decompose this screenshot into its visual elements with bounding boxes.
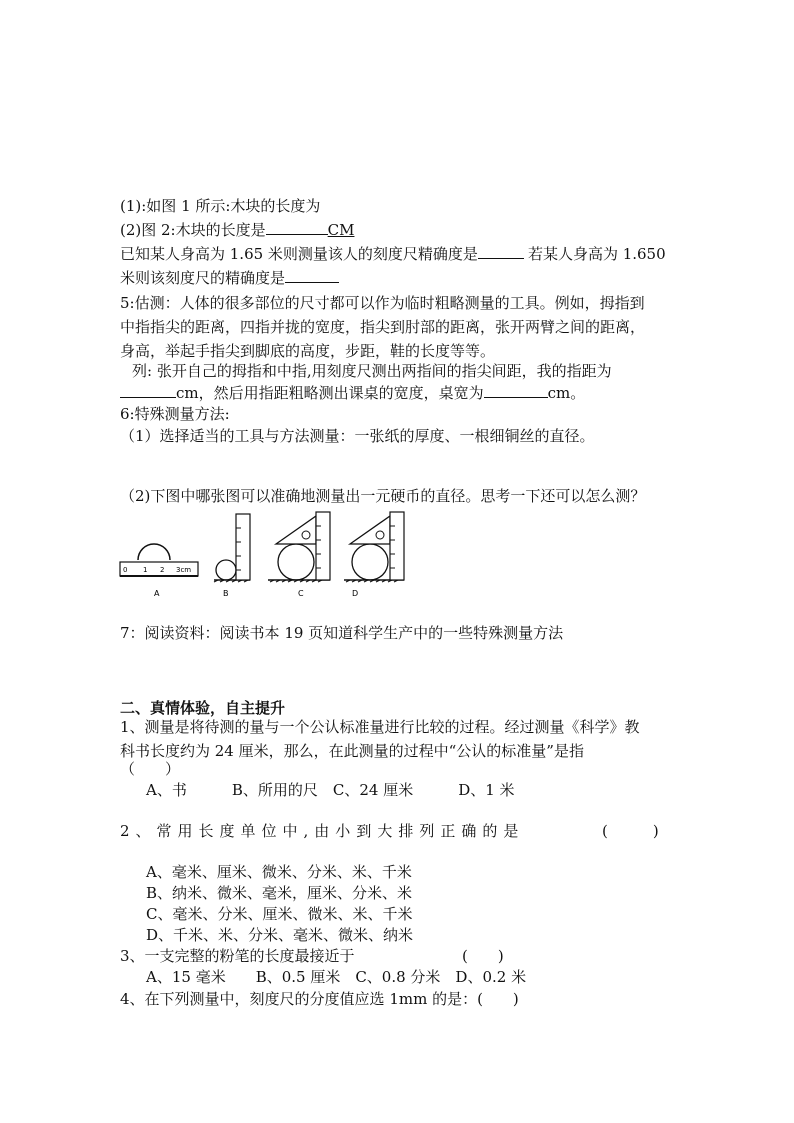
tick-1: 1 [143,566,148,574]
q2-option-a: A、毫米、厘米、微米、分米、米、千米 [146,863,412,881]
line-2-text: (2)图 2:木块的长度是 [120,221,266,239]
q2-paren[interactable]: ( ) [602,822,659,840]
label-b: B [223,589,229,598]
q1-line-2: 科书长度约为 24 厘米，那么，在此测量的过程中“公认的标准量”是指 [120,742,584,760]
tick-2: 2 [160,566,165,574]
line-6: 中指指尖的距离，四指并拢的宽度，指尖到肘部的距离，张开两臂之间的距离， [120,318,646,336]
figure-d [344,512,404,598]
q2-option-b: B、纳米、微米、毫米，厘米、分米、米 [146,884,413,902]
line-5: 5:估测：人体的很多部位的尺寸都可以作为临时粗略测量的工具。例如，拇指到 [120,294,645,312]
answer-blank[interactable] [266,220,328,235]
figure-a [120,544,198,598]
ruler-c [316,512,330,580]
coin-c [278,544,314,580]
coin-a-arc [138,544,170,560]
line-4-text: 米则该刻度尺的精确度是 [120,269,286,287]
answer-blank[interactable] [285,268,339,283]
q2-option-c: C、毫米、分米、厘米、微米、米、千米 [146,905,413,923]
coin-b [216,560,236,580]
q2-line [120,821,524,841]
q4-line: 4、在下列测量中，刻度尺的分度值应选 1mm 的是：( ) [120,990,519,1008]
label-a: A [154,589,160,598]
line-10: 6:特殊测量方法: [120,405,230,423]
line-3 [120,244,666,264]
line-11: （1）选择适当的工具与方法测量：一张纸的厚度、一根细铜丝的直径。 [120,427,595,445]
line-12: （2)下图中哪张图可以准确地测量出一元硬币的直径。思考一下还可以怎么测？ [120,487,646,505]
triangle-c [276,516,316,544]
line-8: 列: 张开自己的拇指和中指,用刻度尺测出两指间的指尖间距，我的指距为 [132,362,612,380]
line-3-text: 已知某人身高为 1.65 米则测量该人的刻度尺精确度是 [120,245,478,263]
line-9-text: cm，然后用指距粗略测出课桌的宽度，桌宽为 [176,384,484,402]
q1-options: A、书 B、所用的尺 C、24 厘米 D、1 米 [146,781,515,799]
q3-paren[interactable]: ( ) [462,947,504,965]
answer-blank[interactable] [484,383,548,398]
tick-0: 0 [123,566,128,574]
line-7: 身高，举起手指尖到脚底的高度，步距，鞋的长度等等。 [120,342,496,360]
line-4 [120,268,339,288]
label-c: C [298,589,304,598]
unit-cm: CM [327,221,355,239]
line-9 [120,383,585,403]
q1-paren[interactable]: （ ） [120,760,181,778]
tick-3: 3cm [176,566,192,574]
line-1: (1):如图 1 所示:木块的长度为 [120,197,321,215]
figure-b [214,514,250,598]
coin-d [352,544,388,580]
answer-blank[interactable] [478,244,524,259]
q2-option-d: D、千米、米、分米、毫米、微米、纳米 [146,926,414,944]
q2-text: 2、常用长度单位中,由小到大排列正确的是 [120,822,525,840]
coin-measure-figure [118,508,438,600]
q3-options: A、15 毫米 B、0.5 厘米 C、0.8 分米 D、0.2 米 [146,968,527,986]
figure-c [268,512,330,598]
section-2-title: 二、真情体验，自主提升 [120,699,286,717]
line-3-text-b: 若某人身高为 1.650 [527,245,666,263]
line-9-unit: cm。 [547,384,586,402]
label-d: D [352,589,359,598]
answer-blank[interactable] [120,383,176,398]
q3-line: 3、一支完整的粉笔的长度最接近于 [120,947,355,965]
line-2 [120,220,354,240]
line-13: 7：阅读资料：阅读书本 19 页知道科学生产中的一些特殊测量方法 [120,624,564,642]
triangle-d [350,516,390,544]
q1-line-1: 1、测量是将待测的量与一个公认标准量进行比较的过程。经过测量《科学》教 [120,718,640,736]
ruler-d [390,512,404,580]
